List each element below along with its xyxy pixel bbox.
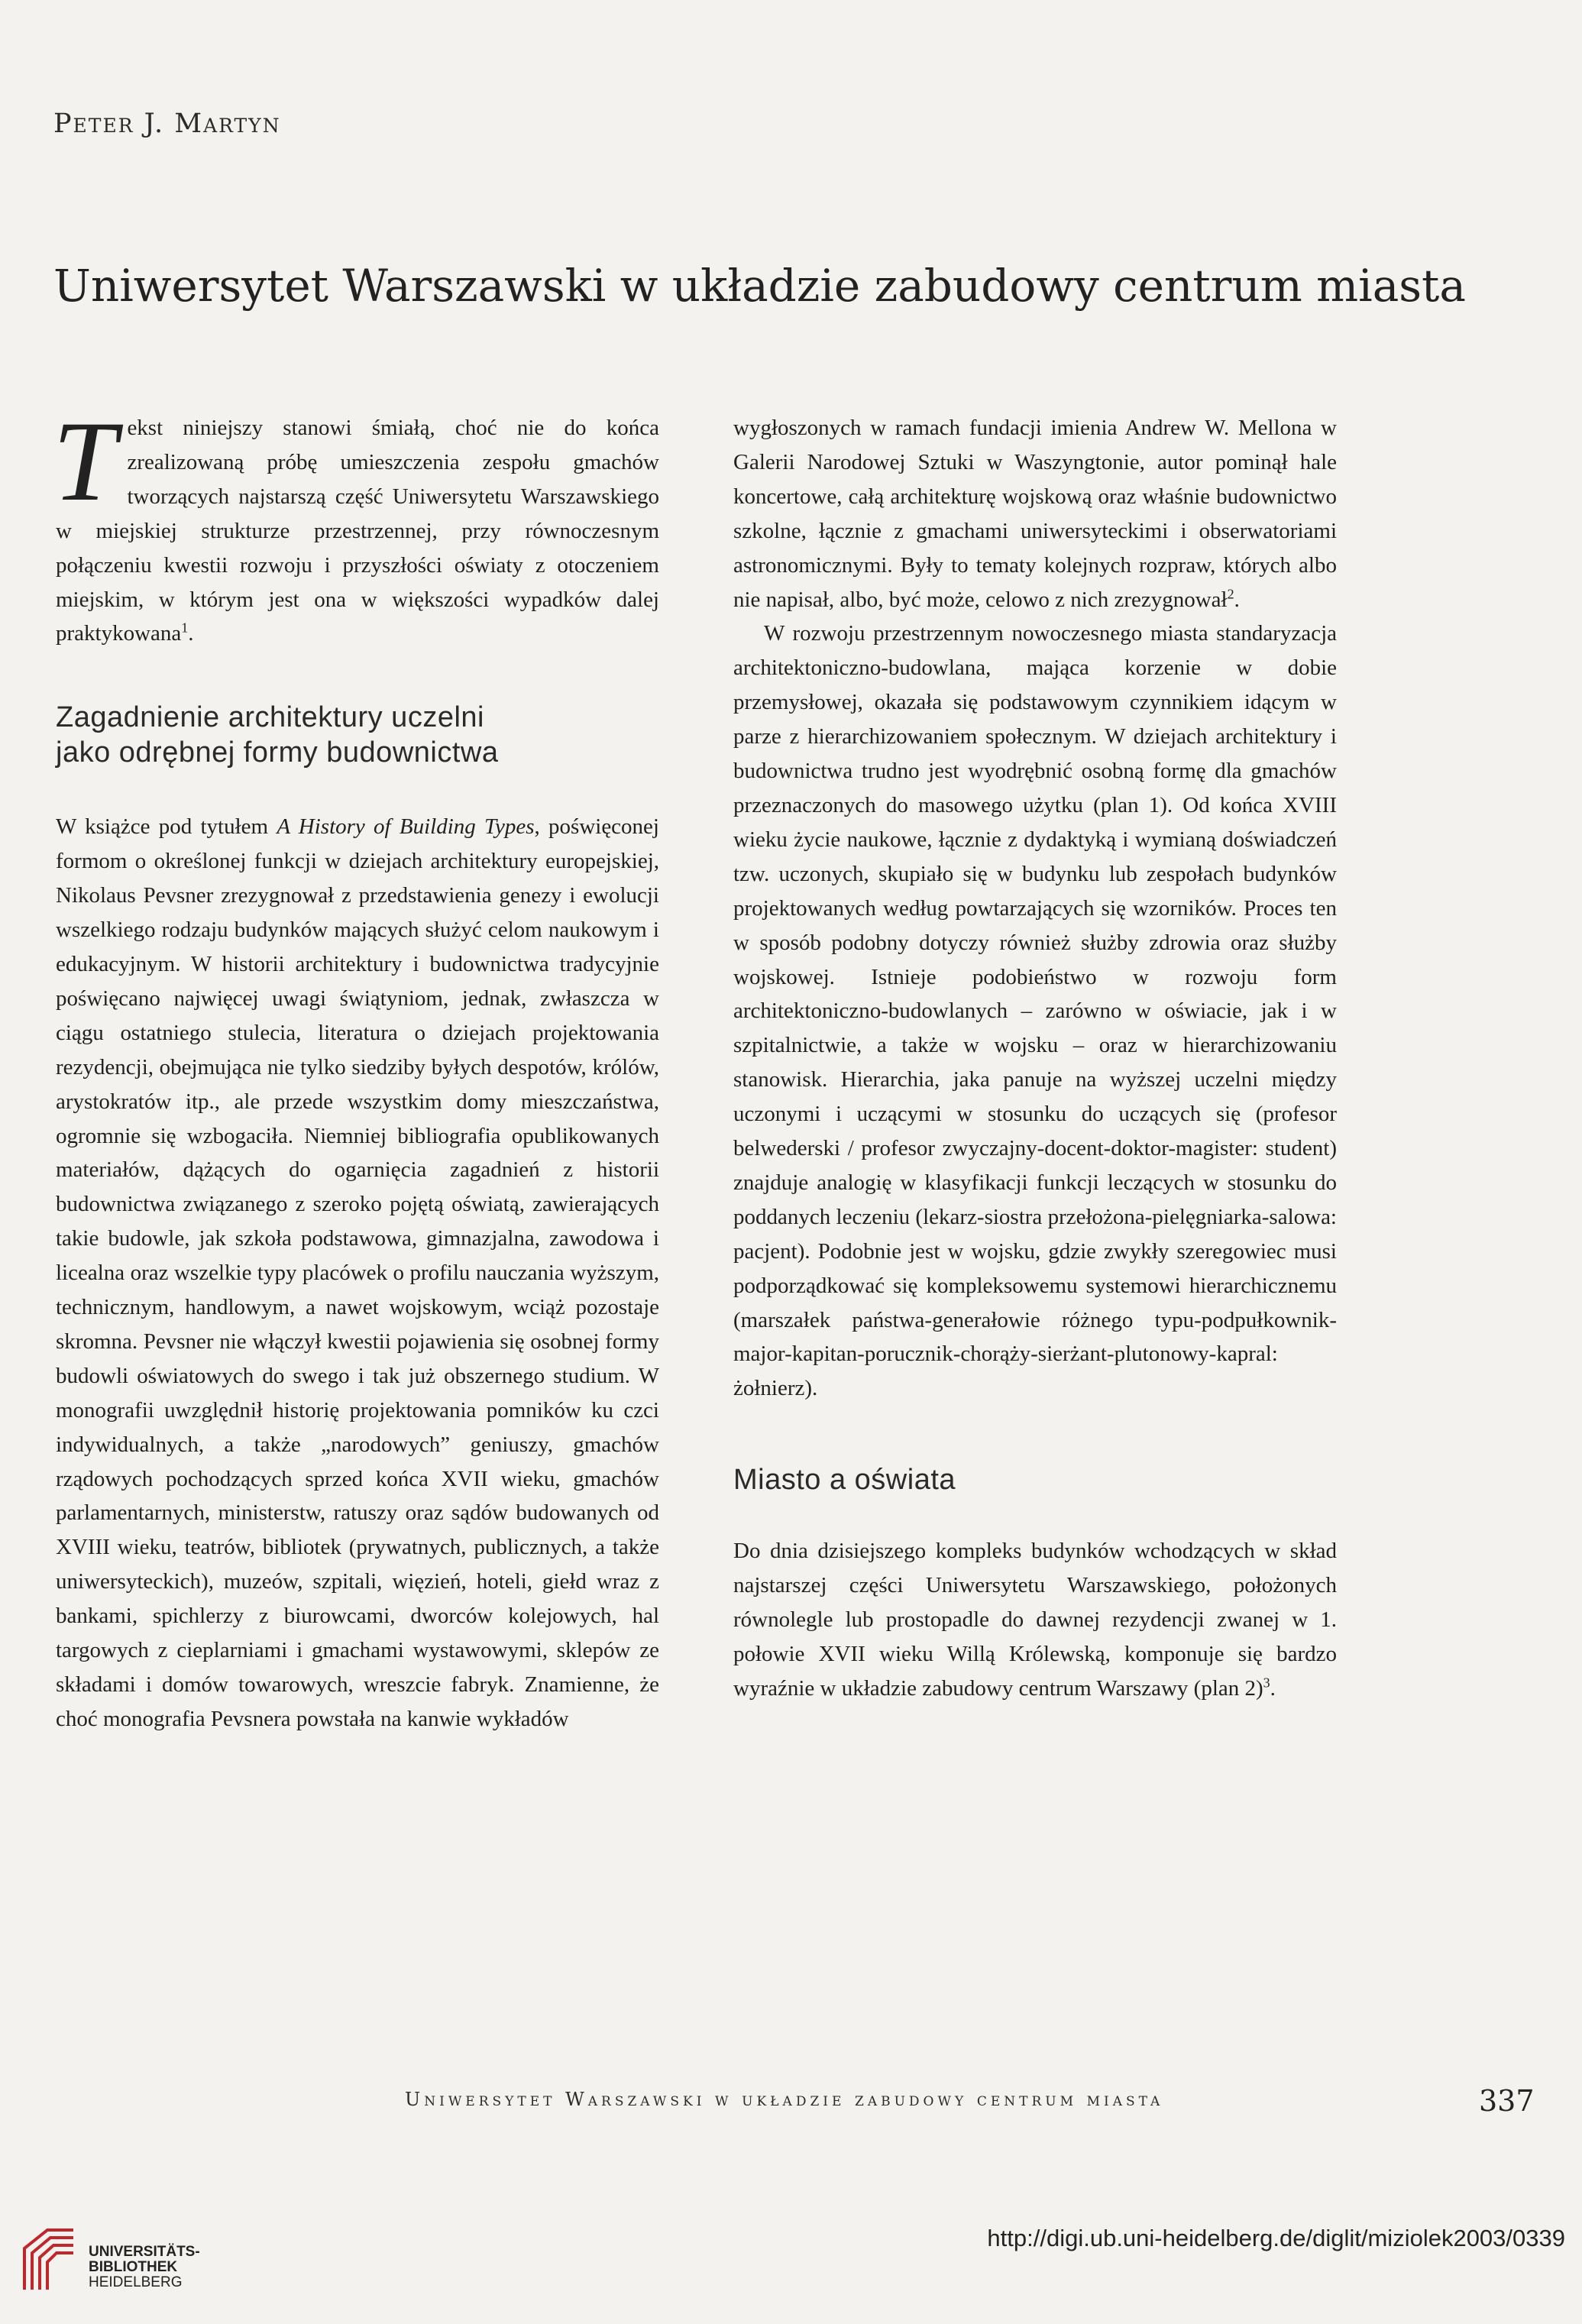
- body-paragraph: W rozwoju przestrzennym nowoczesnego miasta standaryzacja architektoniczno-budowlana, mająca korzenie w dobie przemysłowej, okazała się podstawowym czynnikiem idącym w parze z hierarchizowaniem społecznym. W dziejach architektury i budownictwa trudno jest wyodrębnić osobną formę dla gmachów przeznaczonych do masowego użytku (plan 1). Od końca XVIII wieku życie naukowe, łącznie z dydaktyką i wymianą doświadczeń tzw. uczonych, skupiało się w budynku lub zespołach budynków projektowanych według powtarzających się wzorników. Proces ten w sposób podobny dotyczy również służby zdrowia oraz służby wojskowej. Istnieje podobieństwo w rozwoju form architektoniczno-budowlanych – zarówno w oświacie, jak i w szpitalnictwie, a także w wojsku – oraz w hierarchizowaniu stanowisk. Hierarchia, jaka panuje na wyższej uczelni między uczonymi i uczącymi w stosunku do uczących się (profesor belwederski / profesor zwyczajny-docent-doktor-magister: student) znajduje analogię w klasyfikacji funkcji leczących w stosunku do poddanych leczeniu (lekarz-siostra przełożona-pielęgniarka-salowa: pacjent). Podobnie jest w wojsku, gdzie zwykły szeregowiec musi podporządkować się kompleksowemu systemowi hierarchicznemu (marszałek państwa-generałowie różnego typu-podpułkownik-major-kapitan-porucznik-chorąży-sierżant-plutonowy-kapral: żołnierz).: [733, 621, 1337, 1401]
- section-heading-architecture: [56, 700, 659, 770]
- intro-paragraph: [53, 398, 659, 651]
- body-text: wygłoszonych w ramach fundacji imienia Andrew W. Mellona w Galerii Narodowej Sztuki w Waszyngtonie, autor pominął hale koncertowe, całą architekturę wojskową oraz właśnie budownictwo szkolne, łącznie z gmachami uniwersyteckimi i obserwatoriami astronomicznymi. Były to tematy kolejnych rozpraw, których albo nie napisał, albo, być może, celowo z nich zrezygnował: [733, 416, 1337, 612]
- body-text: , poświęconej formom o określonej funkcji w dziejach architektury europejskiej, Nikolaus Pevsner zrezygnował z przedstawienia genezy i ewolucji wszelkiego rodzaju budynków mających służyć celom naukowym i edukacyjnym. W historii architektury i budownictwa tradycyjnie poświęcano najwięcej uwagi świątyniom, jednak, zwłaszcza w ciągu ostatniego stulecia, literatura o dziejach projektowania rezydencji, obejmująca nie tylko siedziby byłych despotów, królów, arystokratów itp., ale przede wszystkim domy mieszczaństwa, ogromnie się wzbogaciła. Niemniej bibliografia opublikowanych materiałów, dążących do ogarnięcia zagadnień z historii budownictwa związanego z szeroko pojętą oświatą, zawierających takie budowle, jak szkoła podstawowa, gimnazjalna, zawodowa i licealna oraz wszelkie typy placówek o profilu nauczania wyższym, technicznym, handlowym, a nawet wojskowym, wciąż pozostaje skromna. Pevsner nie włączył kwestii pojawienia się osobnej formy budowli oświatowych do swego i tak już obszernego studium. W monografii uwzględnił historię projektowania pomników ku czci indywidualnych, a także „narodowych” geniuszy, gmachów rządowych pochodzących sprzed końca XVII wieku, gmachów parlamentarnych, ministerstw, ratuszy oraz sądów budowanych od XVIII wieku, teatrów, bibliotek (prywatnych, publicznych, a także uniwersyteckich), muzeów, szpitali, więzień, hoteli, giełd wraz z bankami, spichlerzy z biurowcami, dworców kolejowych, hal targowych z cieplarniami i gmachami wystawowymi, sklepów ze składami i domów towarowych, wreszcie fabryk. Znamienne, że choć monografia Pevsnera powstała na kanwie wykładów: [56, 814, 659, 1731]
- footnote-ref-2: 2: [1227, 585, 1234, 601]
- running-header-author: Peter J. Martyn: [53, 108, 281, 139]
- intro-text-end: .: [188, 621, 194, 646]
- body-text: W książce pod tytułem: [56, 814, 277, 840]
- body-paragraph: [733, 1534, 1337, 1706]
- section-heading-line-2: jako odrębnej formy budownictwa: [56, 736, 499, 769]
- right-column: [733, 411, 1337, 1706]
- library-name-line-1: UNIVERSITÄTS-: [89, 2244, 200, 2260]
- library-name: [89, 2245, 200, 2290]
- section-heading-city: Miasto a oświata: [733, 1464, 956, 1497]
- body-text: Do dnia dzisiejszego kompleks budynków wchodzących w skład najstarszej części Uniwersytetu Warszawskiego, położonych równolegle lub prostopadle do dawnej rezydencji zwanej w 1. połowie XVII wieku Willą Królewską, komponuje się bardzo wyraźnie w układzie zabudowy centrum Warszawy (plan 2): [733, 1539, 1337, 1701]
- book-title: A History of Building Types: [277, 814, 535, 840]
- body-paragraph: [56, 810, 659, 1736]
- section-heading-line-1: Zagadnienie architektury uczelni: [56, 701, 484, 734]
- library-name-line-2: BIBLIOTHEK: [89, 2259, 178, 2275]
- library-logo-icon: [17, 2225, 76, 2293]
- body-paragraph: [733, 411, 1337, 617]
- source-url-link[interactable]: http://digi.ub.uni-heidelberg.de/diglit/miziolek2003/0339: [987, 2225, 1565, 2251]
- article-title: Uniwersytet Warszawski w układzie zabudowy centrum miasta: [53, 260, 1466, 312]
- footnote-ref-1: 1: [181, 620, 189, 636]
- library-name-line-3: HEIDELBERG: [89, 2274, 183, 2290]
- footnote-ref-3: 3: [1263, 1675, 1270, 1691]
- drop-cap: T: [53, 398, 117, 525]
- body-text-end: .: [1270, 1675, 1276, 1701]
- left-column: [53, 398, 659, 1737]
- body-text-end: .: [1234, 587, 1240, 612]
- page-number: 337: [1479, 2084, 1535, 2118]
- running-footer-title: Uniwersytet Warszawski w układzie zabudowy centrum miasta: [405, 2089, 1164, 2110]
- intro-text: ekst niniejszy stanowi śmiałą, choć nie do końca zrealizowaną próbę umieszczenia zespołu gmachów tworzących najstarszą część Uniwersytetu Warszawskiego w miejskiej strukturze przestrzennej, przy równoczesnym połączeniu kwestii rozwoju i przyszłości oświaty z otoczeniem miejskim, w którym jest ona w większości wypadków dalej praktykowana: [56, 416, 659, 646]
